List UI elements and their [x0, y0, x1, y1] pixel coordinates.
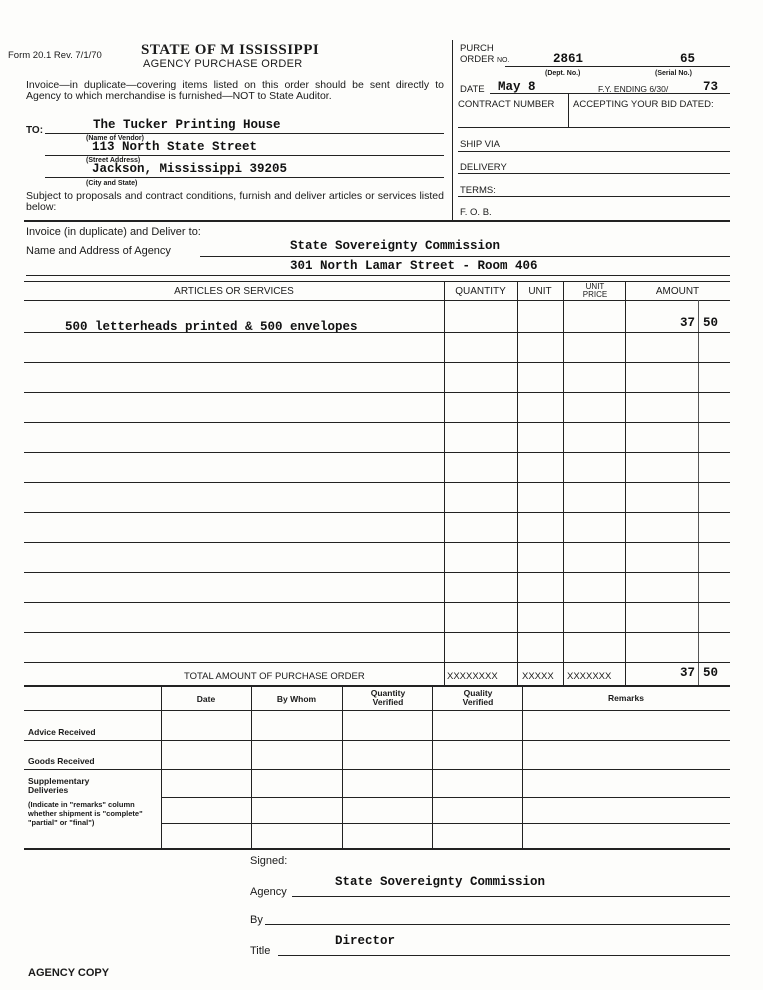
- po-label: PURCH ORDER NO.: [460, 43, 510, 65]
- to-label: TO:: [26, 125, 44, 136]
- invoice-deliver-label: Invoice (in duplicate) and Deliver to:: [26, 226, 201, 238]
- agency-address: 301 North Lamar Street - Room 406: [290, 259, 538, 273]
- row-indicate-note: (Indicate in "remarks" column whether shipment is "complete" "partial" or "final"): [28, 800, 143, 827]
- serial-caption: (Serial No.): [655, 70, 692, 77]
- header-amount: AMOUNT: [655, 286, 700, 297]
- row-supplementary: Supplementary Deliveries: [28, 776, 90, 795]
- form-number: Form 20.1 Rev. 7/1/70: [8, 50, 102, 61]
- delivery-label: DELIVERY: [460, 162, 507, 173]
- invoice-note: Invoice—in duplicate—covering items listed on this order should be sent directly to Agency to which merchandise is furnished—NOT to State Auditor.: [26, 79, 444, 102]
- header-by-whom: By Whom: [276, 694, 317, 704]
- header-date: Date: [196, 694, 216, 704]
- fy-label: F.Y. ENDING 6/30/: [598, 84, 669, 94]
- sig-by-label: By: [250, 914, 263, 926]
- total-label: TOTAL AMOUNT OF PURCHASE ORDER: [184, 671, 365, 682]
- header-unit: UNIT: [528, 286, 552, 297]
- sig-agency-value: State Sovereignty Commission: [335, 875, 546, 889]
- contract-label: CONTRACT NUMBER: [458, 99, 555, 110]
- dept-caption: (Dept. No.): [545, 70, 581, 77]
- vendor-name-caption: (Name of Vendor): [86, 135, 144, 142]
- fob-label: F. O. B.: [460, 207, 492, 218]
- fy-year: 73: [703, 80, 719, 94]
- total-cents: 50: [703, 666, 719, 680]
- vendor-name: The Tucker Printing House: [93, 118, 281, 132]
- form-subtitle: AGENCY PURCHASE ORDER: [143, 58, 303, 70]
- item-description: 500 letterheads printed & 500 envelopes: [65, 320, 358, 334]
- terms-label: TERMS:: [460, 185, 496, 196]
- header-quality-verified: Quality Verified: [462, 688, 494, 707]
- subject-note: Subject to proposals and contract conditions, furnish and deliver articles or services listed below:: [26, 190, 444, 213]
- date-label: DATE: [460, 84, 485, 95]
- vendor-street-caption: (Street Address): [86, 157, 141, 164]
- item-amount-cents: 50: [703, 316, 719, 330]
- total-unit: XXXXX: [522, 671, 554, 682]
- total-dollars: 37: [680, 666, 696, 680]
- vendor-street: 113 North State Street: [92, 140, 258, 154]
- vendor-city: Jackson, Mississippi 39205: [92, 162, 288, 176]
- header-unit-price: UNIT PRICE: [582, 282, 608, 299]
- total-quantity: XXXXXXXX: [447, 671, 498, 682]
- order-date: May 8: [498, 80, 536, 94]
- header-quantity: QUANTITY: [455, 286, 506, 297]
- agency-name: State Sovereignty Commission: [290, 239, 501, 253]
- ship-via-label: SHIP VIA: [460, 139, 500, 150]
- bid-label: ACCEPTING YOUR BID DATED:: [573, 99, 714, 110]
- serial-number: 65: [680, 52, 696, 66]
- signed-label: Signed:: [250, 855, 288, 867]
- total-unit-price: XXXXXXX: [567, 671, 612, 682]
- header-articles: ARTICLES OR SERVICES: [174, 286, 294, 297]
- row-advice-received: Advice Received: [28, 727, 96, 737]
- sig-agency-label: Agency: [250, 886, 287, 898]
- agency-name-label: Name and Address of Agency: [26, 245, 171, 257]
- sig-title-value: Director: [335, 934, 396, 948]
- vendor-city-caption: (City and State): [86, 180, 138, 187]
- agency-copy-label: AGENCY COPY: [28, 967, 110, 979]
- dept-number: 2861: [553, 52, 584, 66]
- row-goods-received: Goods Received: [28, 756, 95, 766]
- sig-title-label: Title: [250, 945, 271, 957]
- header-quantity-verified: Quantity Verified: [370, 688, 406, 707]
- header-remarks: Remarks: [608, 693, 644, 703]
- form-title: STATE OF M ISSISSIPPI: [141, 42, 320, 58]
- item-amount-dollars: 37: [680, 316, 696, 330]
